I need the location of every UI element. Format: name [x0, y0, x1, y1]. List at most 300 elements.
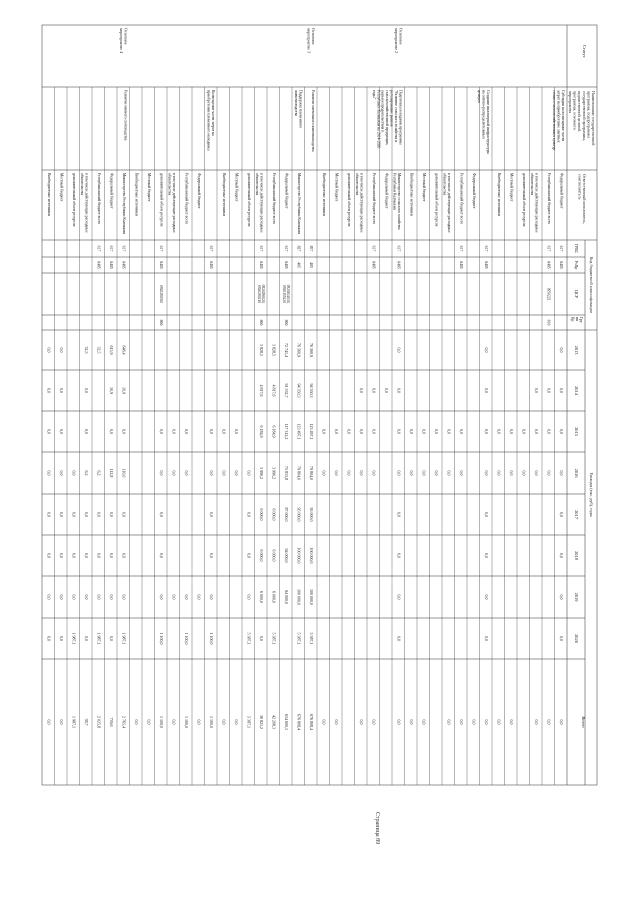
row-year-value: 5 387,1 [271, 632, 277, 645]
row-year-value: 91 532,7 [283, 383, 289, 398]
row-year-value: 0,0 [183, 470, 189, 476]
row-year-value: 0,0 [158, 594, 164, 600]
row-year-value: 0,0 [421, 470, 427, 476]
header-rzpr: РзПр [574, 260, 580, 270]
row-total-value: 5 387,1 [246, 716, 252, 728]
row-vr: 800 [283, 319, 288, 326]
row-year-value: 0,0 [483, 553, 489, 558]
row-year-value: 0,0 [46, 347, 52, 353]
row-rzpr: 0405 [158, 261, 163, 269]
row-total-value: 1 100,0 [158, 716, 164, 728]
row-year-value: 0,0 [483, 512, 489, 517]
row-year-value: 94 000,0 [283, 548, 289, 563]
row-year-value: 100 000,0 [296, 547, 302, 564]
header-year-2016: 2016 [573, 468, 579, 478]
row-year-value: 0,0 [321, 470, 327, 476]
row-year-value: 648,4 [121, 345, 127, 355]
row-year-value: 10,9 [108, 387, 114, 394]
row-year-value: 79 804,0 [308, 466, 314, 480]
row-year-value: 0,0 [158, 512, 164, 517]
row-total-value: 0,0 [471, 719, 477, 725]
header-year-2018: 2018 [573, 551, 579, 560]
row-year-value: 0,0 [71, 594, 77, 600]
row-year-value: 0,0 [46, 636, 52, 641]
row-responsible: Федеральный бюджет [284, 173, 289, 209]
row-year-value: 94 350,3 [308, 383, 314, 398]
row-grbs: 617 [371, 245, 376, 252]
row-program-name: Создание инженерной инфраструктурына оптово-распределительныхцентрах [476, 90, 490, 155]
row-total-value: 38,7 [83, 718, 89, 726]
row-responsible: Федеральный бюджет [471, 173, 476, 209]
row-year-value: 0,0 [521, 429, 527, 434]
row-grbs: 617 [158, 245, 163, 252]
row-year-value: 4 817,6 [271, 384, 277, 397]
row-responsible: Внебюджетные источники [221, 173, 226, 216]
row-responsible: дополнительный объем ресурсов [521, 173, 526, 227]
row-year-value: 76 560,9 [296, 343, 302, 357]
row-year-value: 0,0 [58, 594, 64, 600]
row-year-value: 0,0 [58, 347, 64, 353]
row-csr: 0920280350 [158, 285, 163, 303]
row-grbs: 617 [208, 245, 213, 252]
row-year-value: 0,0 [396, 388, 402, 393]
header-status: Статус [582, 45, 587, 58]
row-responsible: Министерство Республики Калмыкия [121, 173, 126, 235]
row-total-value: 0,0 [458, 719, 464, 725]
row-vr: 810 [546, 319, 551, 326]
row-year-value: 3 828,5 [271, 344, 277, 356]
row-year-value: 0,0 [533, 388, 539, 393]
row-year-value: 32,5 [83, 346, 89, 354]
row-rzpr: 0405 [483, 261, 488, 269]
row-responsible: Федеральный бюджет [384, 173, 389, 209]
row-year-value: 6 000,0 [271, 508, 277, 521]
row-year-value: 0,0 [396, 512, 402, 517]
row-year-value: 0,0 [396, 470, 402, 476]
row-year-value: 0,0 [358, 429, 364, 434]
row-year-value: 6 000,0 [271, 591, 277, 603]
row-total-value: 0,0 [508, 719, 514, 725]
row-year-value: 0,0 [333, 429, 339, 434]
row-year-value: 0,0 [108, 429, 114, 434]
row-year-value: 0,0 [558, 388, 564, 393]
row-year-value: 0,0 [446, 470, 452, 476]
rotated-budget-table-sheet [42, 25, 597, 875]
row-year-value: 0,0 [221, 470, 227, 476]
row-year-value: 0,0 [208, 594, 214, 600]
header-responsible: Ответственный исполнитель,соисполнитель [577, 174, 587, 224]
row-program-name: Подготовка и издание программы"Развитие сельского хозяйства ирегулирование рынковсельскохозяйственной продукции,сырья и продовольствия вРеспублике Калмыкия на 2014-2020годы" [371, 90, 403, 149]
row-year-value: 0,0 [346, 470, 352, 476]
row-year-value: 94 000,0 [283, 590, 289, 604]
row-year-value: 1 100,0 [158, 632, 164, 645]
row-year-value: 0,0 [496, 429, 502, 434]
row-year-value: 0,0 [483, 388, 489, 393]
row-year-value: 1 100,0 [208, 632, 214, 645]
row-total-value: 634 600,1 [283, 714, 289, 730]
row-rzpr: 0405 [208, 261, 213, 269]
row-year-value: 0,0 [208, 470, 214, 476]
row-total-value: 0,0 [533, 719, 539, 725]
row-rzpr: 0405 [458, 261, 463, 269]
row-total-value: 0,0 [358, 719, 364, 725]
row-rzpr: 0405 [258, 261, 263, 269]
row-responsible: в том числе действующие расходныеобязательства [355, 173, 364, 233]
row-year-value: 0,0 [183, 594, 189, 600]
row-year-value: 0,0 [46, 594, 52, 600]
row-year-value: 6 000,0 [258, 508, 264, 521]
row-year-value: 0,0 [96, 553, 102, 558]
row-year-value: 0,0 [546, 388, 552, 393]
row-responsible: Республиканский бюджет всего [371, 173, 376, 225]
row-year-value: 0,0 [558, 553, 564, 558]
row-year-value: 0,0 [396, 636, 402, 641]
row-year-value: 1 987,1 [96, 632, 102, 645]
row-grbs: 827 [296, 245, 301, 252]
row-rzpr: 0405 [283, 261, 288, 269]
row-total-value: 0,0 [321, 719, 327, 725]
row-year-value: 1 987,1 [121, 632, 127, 645]
row-year-value: 0,0 [396, 429, 402, 434]
row-year-value: 3 990,2 [258, 467, 264, 479]
header-year-2015: 2015 [573, 427, 579, 436]
row-year-value: 0,0 [558, 636, 564, 641]
row-year-value: 10,9 [121, 387, 127, 394]
row-responsible: Местный бюджет [234, 173, 239, 202]
row-year-value: 0,0 [46, 429, 52, 434]
row-status: Основноемероприятие 4 [118, 28, 129, 54]
row-year-value: 0,0 [121, 512, 127, 517]
row-responsible: дополнительный объем ресурсов [346, 173, 351, 227]
row-year-value: 0,0 [208, 553, 214, 558]
row-total-value: 0,0 [408, 719, 414, 725]
row-responsible: дополнительный объем ресурсов [246, 173, 251, 227]
row-csr: 0920280210 [256, 285, 261, 303]
row-year-value: 0,0 [508, 429, 514, 434]
row-year-value: 0,0 [58, 512, 64, 517]
row-year-value: 0,0 [108, 594, 114, 600]
row-total-value: 0,0 [196, 719, 202, 725]
row-year-value: 6 184,9 [258, 425, 264, 438]
row-year-value: 0,0 [433, 470, 439, 476]
row-total-value: 0,0 [483, 719, 489, 725]
row-year-value: 5 387,1 [246, 632, 252, 645]
header-grbs: ГРБС [574, 243, 580, 254]
row-year-value: 0,0 [483, 594, 489, 600]
row-year-value: 0,0 [196, 594, 202, 600]
row-total-value: 676 808,4 [308, 714, 314, 730]
row-rzpr: 0405 [546, 261, 551, 269]
header-budget-code: Код бюджетной классификации [589, 256, 595, 314]
row-year-value: 0,0 [208, 512, 214, 517]
row-year-value: 0,0 [158, 429, 164, 434]
header-year-2013: 2013 [573, 345, 579, 355]
row-grbs: 617 [458, 245, 463, 252]
row-responsible: дополнительный объем ресурсов [434, 173, 439, 227]
row-responsible: Местный бюджет [59, 173, 64, 202]
row-year-value: 0,0 [158, 470, 164, 476]
row-vr: 800 [158, 319, 163, 326]
row-year-value: 76 560,9 [308, 343, 314, 357]
row-year-value: 112,8 [108, 468, 114, 478]
row-csr: 0920280020, [260, 284, 265, 304]
row-responsible: Федеральный бюджет [559, 173, 564, 209]
row-responsible: Республиканский бюджет всего [459, 173, 464, 225]
row-responsible: Внебюджетные источники [496, 173, 501, 216]
row-year-value: 0,0 [321, 429, 327, 434]
row-year-value: 0,0 [58, 429, 64, 434]
row-rzpr: 0405 [396, 261, 401, 269]
row-responsible: Местный бюджет [146, 173, 151, 202]
row-year-value: 0,0 [108, 512, 114, 517]
row-year-value: 0,0 [346, 429, 352, 434]
row-year-value: 0,0 [58, 636, 64, 641]
row-responsible: Республиканский бюджет всего [184, 173, 189, 225]
row-responsible: в том числе действующие расходныеобязательства [530, 173, 539, 233]
row-total-value: 42 208,3 [271, 715, 277, 729]
row-year-value: 0,0 [483, 636, 489, 641]
header-total: Всего [580, 716, 586, 728]
row-year-value: 3 828,5 [258, 344, 264, 356]
row-rzpr: 405 [296, 262, 301, 268]
row-year-value: 75 813,8 [283, 466, 289, 480]
row-year-value: 6 184,9 [271, 425, 277, 438]
row-total-value: 0,0 [333, 719, 339, 725]
row-year-value: 0,0 [333, 470, 339, 476]
row-year-value: 123 497,1 [296, 423, 302, 440]
row-year-value: 5 387,1 [308, 632, 314, 645]
row-year-value: 0,0 [233, 470, 239, 476]
header-year-2017: 2017 [573, 510, 579, 519]
row-responsible: Министерство Республики Калмыкия [296, 173, 301, 235]
row-year-value: 6 000,0 [271, 549, 277, 562]
row-year-value: 94 350,3 [296, 383, 302, 398]
row-year-value: 0,0 [558, 470, 564, 476]
row-year-value: 0,0 [371, 388, 377, 393]
row-year-value: 0,0 [158, 553, 164, 558]
row-total-value: 739,6 [108, 717, 114, 727]
row-rzpr: 0405 [558, 261, 563, 269]
row-year-value: 0,0 [458, 470, 464, 476]
row-year-value: 0,0 [71, 512, 77, 517]
row-total-value: 0,0 [233, 719, 239, 725]
row-status: Основноемероприятие 3 [306, 28, 316, 54]
row-total-value: 1 100,0 [208, 716, 214, 728]
row-responsible: Внебюджетные источники [46, 173, 51, 216]
row-grbs: 617 [121, 245, 126, 252]
row-year-value: 0,0 [96, 594, 102, 600]
header-vr: ГруппВр [570, 317, 583, 323]
row-year-value: 0,0 [521, 470, 527, 476]
row-program-name: Развитие мясного скотоводства [123, 90, 128, 141]
row-responsible: Внебюджетные источники [134, 173, 139, 216]
row-year-value: 0,0 [496, 470, 502, 476]
row-year-value: 0,0 [483, 429, 489, 434]
row-year-value: 0,0 [483, 470, 489, 476]
row-year-value: 0,0 [171, 470, 177, 476]
row-year-value: 0,0 [46, 388, 52, 393]
row-year-value: 1 987,1 [71, 632, 77, 645]
row-grbs: 617 [96, 245, 101, 252]
budget-table [42, 25, 597, 875]
row-year-value: 0,0 [358, 470, 364, 476]
row-status: Основноемероприятие 2 [393, 28, 404, 54]
row-year-value: 100 000,0 [308, 547, 314, 564]
row-year-value: 0,0 [171, 594, 177, 600]
row-rzpr: 405 [308, 262, 313, 268]
row-year-value: 72 741,4 [283, 343, 289, 357]
row-year-value: 0,0 [371, 470, 377, 476]
row-year-value: 0,0 [533, 429, 539, 434]
row-year-value: 123 497,1 [308, 423, 314, 440]
row-year-value: 0,0 [396, 594, 402, 600]
row-responsible: дополнительный объем ресурсов [71, 173, 76, 227]
row-year-value: 0,0 [58, 388, 64, 393]
row-rzpr: 0405 [371, 261, 376, 269]
row-total-value: 0,0 [171, 719, 177, 725]
row-year-value: 79 804,0 [296, 466, 302, 480]
row-year-value: 32,5 [96, 346, 102, 354]
row-year-value: 0,0 [46, 512, 52, 517]
row-total-value: 0,0 [133, 719, 139, 725]
row-year-value: 100 000,0 [296, 589, 302, 605]
row-year-value: 0,0 [108, 553, 114, 558]
row-year-value: 0,0 [546, 470, 552, 476]
row-year-value: 0,0 [246, 512, 252, 517]
row-year-value: 1 100,0 [183, 632, 189, 645]
row-year-value: 0,0 [96, 512, 102, 517]
row-year-value: 0,0 [83, 388, 89, 393]
row-total-value: 0,0 [58, 719, 64, 725]
row-year-value: 0,0 [83, 553, 89, 558]
row-total-value: 0,0 [558, 719, 564, 725]
row-responsible: Местный бюджет [334, 173, 339, 202]
row-year-value: 0,0 [483, 347, 489, 353]
row-total-value: 1 100,0 [183, 716, 189, 728]
row-year-value: 0,0 [383, 388, 389, 393]
row-total-value: 0,0 [371, 719, 377, 725]
row-total-value: 1 987,1 [71, 716, 77, 728]
row-year-value: 3 990,2 [271, 467, 277, 479]
row-responsible: Республиканский бюджет всего [271, 173, 276, 225]
header-year-2019: 2019 [573, 592, 579, 602]
row-total-value: 2 025,8 [96, 716, 102, 728]
page-number: Страница 89 [374, 812, 380, 845]
row-grbs: 617 [546, 245, 551, 252]
row-year-value: 0,0 [433, 429, 439, 434]
row-year-value: 4 817,6 [258, 384, 264, 397]
header-csr: ЦСР [574, 290, 580, 298]
row-year-value: 0,0 [83, 429, 89, 434]
row-total-value: 0,0 [221, 719, 227, 725]
row-grbs: 617 [396, 245, 401, 252]
row-year-value: 0,0 [83, 636, 89, 641]
row-responsible: Федеральный бюджет [109, 173, 114, 209]
row-year-value: 0,0 [258, 636, 264, 641]
row-year-value: 0,0 [58, 553, 64, 558]
row-year-value: 0,0 [233, 429, 239, 434]
row-year-value: 0,0 [396, 347, 402, 353]
row-year-value: 0,0 [171, 429, 177, 434]
row-year-value: 100 000,0 [308, 589, 314, 605]
row-grbs: 617 [558, 245, 563, 252]
row-grbs: 617 [108, 245, 113, 252]
row-year-value: 0,0 [46, 470, 52, 476]
row-program-name: Субсидии на возмещение частизатрат на приобретение элитныхсемян сельскохозяйственных культур [551, 90, 565, 151]
row-year-value: 117 312,2 [283, 423, 289, 440]
row-responsible: в том числе действующие расходныеобязательства [80, 173, 89, 233]
row-responsible: Местный бюджет [421, 173, 426, 202]
row-year-value: 110,0 [121, 468, 127, 478]
row-csr: 0920104030, [285, 284, 290, 304]
row-year-value: 0,0 [558, 429, 564, 434]
row-vr: 800 [258, 319, 263, 326]
row-program-name: Развитие племенного животноводства [310, 90, 315, 152]
row-responsible: в том числе действующие расходныеобязательства [442, 173, 451, 233]
row-grbs: 617 [483, 245, 488, 252]
row-year-value: 95 000,0 [308, 507, 314, 522]
row-total-value: 676 808,4 [296, 714, 302, 730]
header-year-2020: 2020 [573, 634, 579, 643]
row-year-value: 95 000,0 [296, 507, 302, 522]
row-year-value: 0,0 [71, 470, 77, 476]
row-csr: 0950222 [546, 287, 551, 301]
row-responsible: Местный бюджет [509, 173, 514, 202]
row-year-value: 0,0 [546, 429, 552, 434]
row-year-value: 0,0 [558, 347, 564, 353]
row-total-value: 36 821,2 [258, 715, 264, 729]
row-year-value: 87 000,0 [283, 507, 289, 522]
row-year-value: 0,0 [458, 429, 464, 434]
row-year-value: 0,0 [246, 553, 252, 558]
header-year-2014: 2014 [573, 386, 579, 395]
row-year-value: 0,0 [558, 512, 564, 517]
row-year-value: 0,0 [246, 470, 252, 476]
row-responsible: Республиканский бюджет всего [546, 173, 551, 225]
row-year-value: 0,0 [46, 553, 52, 558]
row-year-value: 0,0 [58, 470, 64, 476]
row-total-value: 0,0 [421, 719, 427, 725]
row-grbs: 857 [308, 245, 313, 252]
row-year-value: 0,0 [71, 553, 77, 558]
row-responsible: Республиканский бюджет всего [96, 173, 101, 225]
header-expenses: Расходы (тыс. руб), годы [589, 472, 595, 517]
row-total-value: 0,0 [446, 719, 452, 725]
row-responsible: в том числе действующие расходныеобязательства [255, 173, 264, 233]
row-year-value: 0,0 [358, 388, 364, 393]
row-year-value: 0,0 [108, 636, 114, 641]
row-year-value: 0,0 [121, 594, 127, 600]
row-responsible: Федеральный бюджет [196, 173, 201, 209]
row-year-value: 0,0 [446, 429, 452, 434]
row-year-value: 0,0 [408, 470, 414, 476]
row-year-value: 0,0 [121, 429, 127, 434]
row-total-value: 2 765,4 [121, 716, 127, 728]
row-year-value: 0,0 [208, 429, 214, 434]
row-program-name: Поддержка племенногоживотноводства [293, 90, 303, 129]
row-total-value: 0,0 [146, 719, 152, 725]
row-responsible: Министерство сельского хозяйстваРеспублики Калмыкия [392, 173, 401, 230]
row-total-value: 0,0 [496, 719, 502, 725]
row-year-value: 0,0 [246, 594, 252, 600]
row-total-value: 0,0 [396, 719, 402, 725]
row-year-value: 5 387,1 [296, 632, 302, 645]
row-year-value: 0,0 [508, 470, 514, 476]
row-rzpr: 0405 [108, 261, 113, 269]
row-year-value: 0,0 [121, 553, 127, 558]
row-year-value: 0,0 [221, 429, 227, 434]
row-rzpr: 0405 [121, 261, 126, 269]
